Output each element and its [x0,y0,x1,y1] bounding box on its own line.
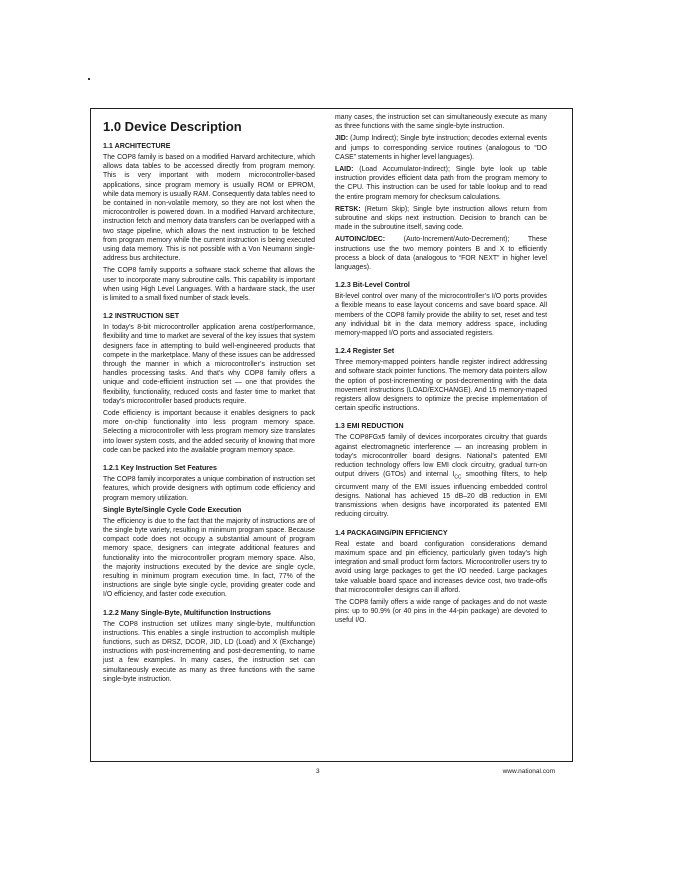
paragraph: The COP8 instruction set utilizes many single-byte, multifunction instructions. This enables a single instruction to accomplish multiple functions, such as DRSZ, DCOR, JID, LD (Load) and X (Exchange) instructions with post-incrementing and post-decrementing, to name just a few examples. In many cases, the instruction set can simultaneously execute as many as three functions with the same single-byte instruction. [103,620,315,683]
paragraph: Three memory-mapped pointers handle register indirect addressing and software stack pointer functions. The memory data pointers allow the option of post-incrementing or post-decrementing with the data movement instructions (LOAD/EXCHANGE). And 15 memory-maped registers allow designers to optimize the precise implementation of certain specific instructions. [335,359,547,413]
term-label: JID: [335,135,349,143]
subsection-title: Single Byte/Single Cycle Code Execution [103,505,242,514]
section-architecture-title: 1.1 ARCHITECTURE [103,142,171,150]
section-multifunction-title: 1.2.2 Many Single-Byte, Multifunction Instructions [103,608,271,617]
section-key-features-title: 1.2.1 Key Instruction Set Features [103,464,217,473]
section-bit-level-title: 1.2.3 Bit-Level Control [335,281,410,290]
left-column [103,119,315,683]
page-title: 1.0 Device Description [103,119,242,134]
page-number: 3 [316,768,320,775]
term-label: LAID: [335,166,354,174]
term-label: RETSK: [335,205,361,213]
paragraph: Real estate and board configuration considerations demand maximum space and pin efficiency, particularly given today’s high integration and small product form factors. Microcontroller users try to avoid using large packages to get the I/O needed. Large packages take valuable board space and increases device cost, two trade-offs that microcontroller designs can ill afford. [335,540,547,594]
jid-paragraph: JID: (Jump Indirect); Single byte instruction; decodes external events and jumps to corresponding service routines (analogous to “DO CASE” statements in higher level languages). [335,135,547,161]
section-register-set-title: 1.2.4 Register Set [335,347,395,356]
paragraph: The COP8 family is based on a modified Harvard architecture, which allows data tables to be accessed directly from program memory. This is very important with modern microcontroller-based applications, since program memory is usually ROM or EPROM, while data memory is usually RAM. Consequently data tables need to be contained in non-volatile memory, so they are not lost when the microcontroller is powered down. In a modified Harvard architecture, instruction fetch and memory data transfers can be overlapped with a two stage pipeline, which allows the next instruction to be fetched from program memory while the current instruction is being executed using data memory. This is not possible with a Von Neumann single-address bus architecture. [103,154,315,263]
term-label: AUTOINC/DEC: [335,236,386,244]
footer-url: www.national.com [502,768,555,775]
paragraph: The efficiency is due to the fact that the majority of instructions are of the single byte variety, resulting in minimum program space. Because compact code does not occupy a substantial amount of program memory space, designers can integrate additional features and functionality into the microcontroller program memory space. Also, the majority instructions executed by the device are single cycle, resulting in minimum program execution time. In fact, 77% of the instructions are single byte single cycle, providing greater code and I/O efficiency, and faster code execution. [103,517,315,599]
paragraph: The COP8 family supports a software stack scheme that allows the user to incorporate many subroutine calls. This capability is important when using High Level Languages. With a hardware stack, the user is limited to a small fixed number of stack levels. [103,267,315,303]
section-emi-title: 1.3 EMI REDUCTION [335,422,404,431]
section-packaging-title: 1.4 PACKAGING/PIN EFFICIENCY [335,528,448,537]
paragraph: In today’s 8-bit microcontroller application arena cost/performance, flexibility and time to market are several of the key issues that system designers face in attempting to build well-engineered products that compete in the marketplace. Many of these issues can be addressed through the manner in which a microcontroller’s instruction set handles processing tasks. And that’s why COP8 family offers a unique and code-efficient instruction set — one that provides the flexibility, functionality, reduced costs and faster time to market that today’s microcontroller based products require. [103,324,315,405]
paragraph: The COP8 family incorporates a unique combination of instruction set features, which provide designers with optimum code efficiency and program memory utilization. [103,476,315,502]
paragraph-continued: many cases, the instruction set can simultaneously execute as many as three functions with the same single-byte instruction. [335,114,547,131]
autoinc-paragraph: AUTOINC/DEC: (Auto-Increment/Auto-Decrement); These instructions use the two memory pointers B and X to efficiently process a block of data (analogous to “FOR NEXT” in higher level languages). [335,236,547,272]
paragraph: The COP8FGx5 family of devices incorporates circuitry that guards against electromagnetic interference — an increasing problem in today’s microcontroller board designs. National’s patented EMI reduction technology offers low EMI clock circuitry, gradual turn-on output drivers (GTOs) and internal $I_{CC}$ smoothing filters, to help circumvent many of the EMI issues influencing embedded control designs. National has achieved 15 dB–20 dB reduction in EMI transmissions when designs have incorporated its patented EMI reducing circuitry. [335,434,547,519]
right-column [335,113,547,629]
paragraph: Code efficiency is important because it enables designers to pack more on-chip functionality into less program memory space. Selecting a microcontroller with less program memory size translates into lower system costs, and the added security of knowing that more code can be packed into the available program memory space. [103,410,315,454]
paragraph: The COP8 family offers a wide range of packages and do not waste pins: up to 90.9% (or 40 pins in the 44-pin package) are devoted to useful I/O. [335,598,547,625]
section-instruction-set-title: 1.2 INSTRUCTION SET [103,312,180,321]
content-frame [90,108,573,762]
retsk-paragraph: RETSK: (Return Skip); Single byte instruction allows return from subroutine and skips next instruction. Decision to branch can be made in the subroutine itself, saving code. [335,205,547,232]
page-mark [88,78,90,80]
laid-paragraph: LAID: (Load Accumulator-Indirect); Single byte look up table instruction provides efficient data path from the program memory to the CPU. This instruction can be used for table lookup and to read the entire program memory for checksum calculations. [335,166,547,201]
paragraph: Bit-level control over many of the microcontroller’s I/O ports provides a flexible means to ease layout concerns and save board space. All members of the COP8 family provide the ability to set, reset and test any individual bit in the data memory address space, including memory-mapped I/O ports and associated registers. [335,293,547,338]
